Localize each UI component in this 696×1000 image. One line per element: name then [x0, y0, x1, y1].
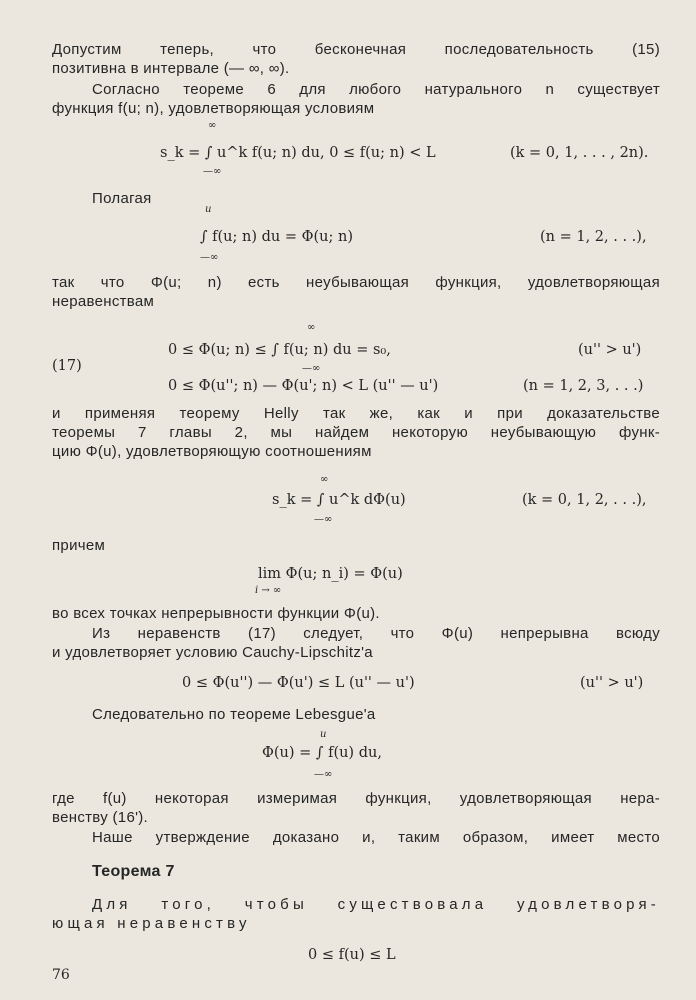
text-line: во всех точках непрерывности функции Φ(u). — [52, 605, 380, 622]
integral-upper-limit: ∞ — [320, 474, 329, 485]
formula-condition: (k = 0, 1, . . . , 2n). — [510, 145, 649, 161]
formula-17b: 0 ≤ Φ(u''; n) — Φ(u'; n) < L (u'' — u') — [168, 378, 439, 394]
text-line: Для того, чтобы существовала удовлетворя- — [92, 896, 660, 913]
integral-lower-limit: —∞ — [314, 514, 333, 525]
formula-17a: 0 ≤ Φ(u; n) ≤ ∫ f(u; n) du = s₀, — [168, 342, 391, 358]
formula-phi-definition: ∫ f(u; n) du = Φ(u; n) — [200, 229, 353, 245]
text-line: цию Φ(u), удовлетворяющую соотношениям — [52, 443, 372, 460]
text-line: Допустим теперь, что бесконечная последовательность (15) — [52, 41, 660, 58]
formula-bound: 0 ≤ f(u) ≤ L — [308, 947, 396, 963]
integral-upper-limit: u — [205, 204, 212, 215]
formula-condition: (u'' > u') — [578, 342, 642, 358]
text-line: так что Φ(u; n) есть неубывающая функция, удовлетворяющая — [52, 274, 660, 291]
limit-subscript: i → ∞ — [255, 585, 282, 596]
text-line: и применяя теорему Helly так же, как и при доказательстве — [52, 405, 660, 422]
text-line: теоремы 7 главы 2, мы найдем некоторую неубывающую функ- — [52, 424, 660, 441]
text-line: позитивна в интервале (— ∞, ∞). — [52, 60, 290, 77]
formula-condition: (k = 0, 1, 2, . . .), — [522, 492, 647, 508]
integral-upper-limit: u — [320, 729, 327, 740]
integral-lower-limit: —∞ — [314, 769, 333, 780]
formula-lipschitz: 0 ≤ Φ(u'') — Φ(u') ≤ L (u'' — u') — [182, 675, 415, 691]
integral-upper-limit: ∞ — [208, 120, 217, 131]
integral-lower-limit: —∞ — [200, 252, 219, 263]
text-line: Согласно теореме 6 для любого натурального n существует — [92, 81, 660, 98]
formula-stieltjes-moments: s_k = ∫ u^k dΦ(u) — [272, 492, 406, 508]
text-line: неравенствам — [52, 293, 155, 310]
text-line: Полагая — [92, 190, 152, 207]
text-line: и удовлетворяет условию Cauchy-Lipschitz'a — [52, 644, 373, 661]
integral-lower-limit: —∞ — [203, 166, 222, 177]
text-line: Следовательно по теореме Lebesgue'a — [92, 706, 376, 723]
formula-moments: s_k = ∫ u^k f(u; n) du, 0 ≤ f(u; n) < L — [160, 145, 436, 161]
theorem-heading: Теорема 7 — [92, 863, 175, 880]
integral-lower-limit: —∞ — [302, 363, 321, 374]
text-line: Из неравенств (17) следует, что Φ(u) непрерывна всюду — [92, 625, 660, 642]
formula-lebesgue: Φ(u) = ∫ f(u) du, — [262, 745, 382, 761]
text-line: функция f(u; n), удовлетворяющая условиям — [52, 100, 375, 117]
text-line: Наше утверждение доказано и, таким образом, имеет место — [92, 829, 660, 846]
formula-condition: (n = 1, 2, . . .), — [540, 229, 647, 245]
text-line: ющая неравенству — [52, 915, 251, 932]
equation-number: (17) — [52, 358, 82, 374]
text-line: венству (16'). — [52, 809, 149, 826]
formula-condition: (u'' > u') — [580, 675, 644, 691]
formula-condition: (n = 1, 2, 3, . . .) — [523, 378, 644, 394]
integral-upper-limit: ∞ — [307, 322, 316, 333]
text-line: причем — [52, 537, 106, 554]
text-line: где f(u) некоторая измеримая функция, удовлетворяющая нера- — [52, 790, 660, 807]
formula-limit: lim Φ(u; n_i) = Φ(u) — [258, 566, 403, 582]
page-number: 76 — [52, 967, 70, 983]
